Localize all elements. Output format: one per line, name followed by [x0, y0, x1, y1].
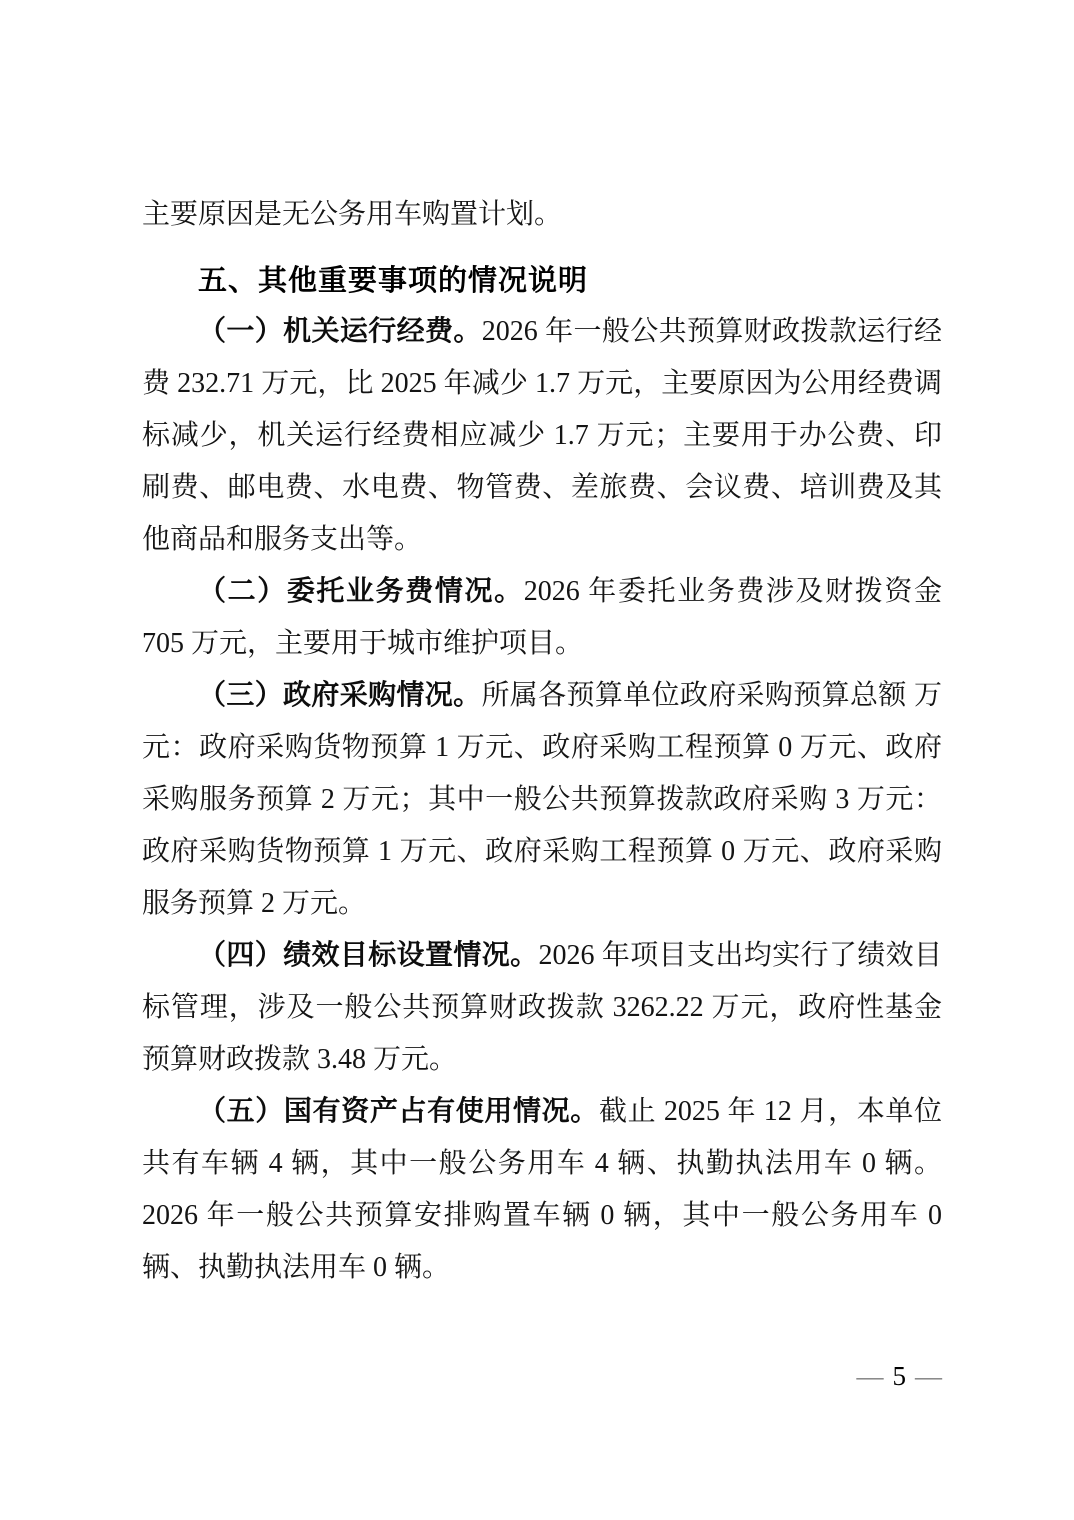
footer-dash-left: — — [856, 1361, 884, 1391]
paragraph-text: 截止 2025 年 12 月，本单位共有车辆 4 辆，其中一般公务用车 4 辆、执勤执法用车 0 辆。2026 年一般公共预算安排购置车辆 0 辆，其中一般公务用车 0 辆、执勤执法用车 0 辆。 — [142, 1096, 942, 1283]
paragraph-continuation: 主要原因是无公务用车购置计划。 — [142, 199, 563, 230]
paragraph-agency-operating-expense — [142, 306, 942, 566]
footer-dash-right: — — [915, 1361, 942, 1391]
page-footer — [857, 1356, 943, 1396]
section-heading: 五、其他重要事项的情况说明 — [198, 263, 589, 297]
document-content — [142, 189, 942, 1294]
paragraph-text: 2026 年一般公共预算财政拨款运行经费 232.71 万元，比 2025 年减少 1.7 万元，主要原因为公用经费调标减少，机关运行经费相应减少 1.7 万元；主要用于办公费、印刷费、邮电费、水电费、物管费、差旅费、会议费、培训费及其他商品和服务支出等。 — [142, 316, 942, 555]
paragraph-lead: （四）绩效目标设置情况。 — [198, 940, 539, 971]
paragraph-lead: （三）政府采购情况。 — [198, 680, 482, 711]
paragraph-lead: （五）国有资产占有使用情况。 — [198, 1096, 599, 1127]
paragraph-lead: （一）机关运行经费。 — [198, 316, 482, 347]
paragraph-commissioned-business-fee — [142, 566, 942, 670]
paragraph-text: 2026 年项目支出均实行了绩效目标管理，涉及一般公共预算财政拨款 3262.22 万元，政府性基金预算财政拨款 3.48 万元。 — [142, 940, 942, 1075]
paragraph-text: 2026 年委托业务费涉及财拨资金 705 万元，主要用于城市维护项目。 — [142, 576, 942, 659]
paragraph-government-procurement — [142, 670, 942, 930]
paragraph-state-owned-assets — [142, 1086, 942, 1294]
page-number: 5 — [892, 1361, 906, 1391]
paragraph-lead: （二）委托业务费情况。 — [198, 576, 524, 607]
paragraph-performance-targets — [142, 930, 942, 1086]
paragraph-text: 所属各预算单位政府采购预算总额 万元：政府采购货物预算 1 万元、政府采购工程预算 0 万元、政府采购服务预算 2 万元；其中一般公共预算拨款政府采购 3 万元：政府采购货物预算 1 万元、政府采购工程预算 0 万元、政府采购服务预算 2 万元。 — [142, 680, 942, 919]
